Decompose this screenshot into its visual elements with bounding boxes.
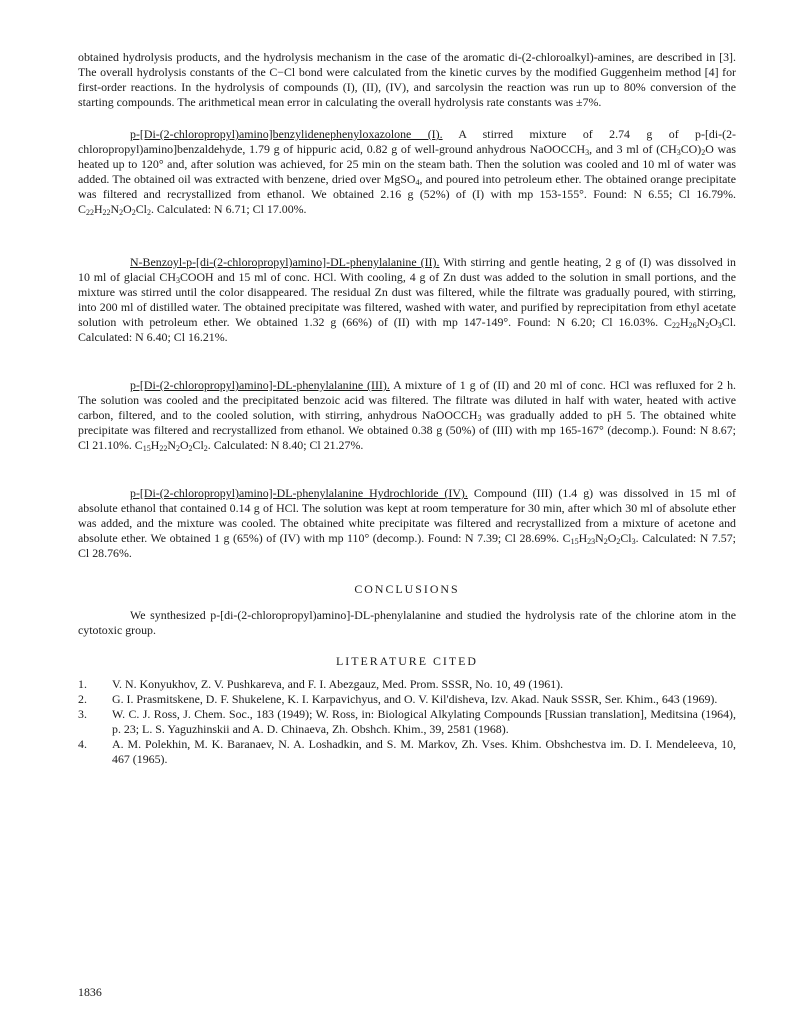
text-run: O [179, 437, 189, 452]
subscript: 2 [603, 536, 608, 546]
text-run: N [167, 437, 176, 452]
reference-text: V. N. Konyukhov, Z. V. Pushkareva, and F. I. Abezgauz, Med. Prom. SSSR, No. 10, 49 (1961). [112, 677, 564, 691]
text-run: Cl [192, 437, 204, 452]
text-run: H [150, 437, 160, 452]
text-run: H [578, 530, 588, 545]
compound-2-title: N-Benzoyl-p-[di-(2-chloropropyl)amino]-DL-phenylalanine (II). [130, 255, 440, 269]
compound-3-paragraph [78, 378, 736, 453]
subscript: 3 [477, 413, 482, 423]
compound-3-title: p-[Di-(2-chloropropyl)amino]-DL-phenylalanine (III). [130, 378, 390, 392]
subscript: 3 [175, 275, 180, 285]
subscript: 2 [146, 207, 151, 217]
text-run: N [595, 530, 604, 545]
subscript: 2 [119, 207, 124, 217]
text-run: , and poured into petroleum ether. The obtained orange precipitate was filtered and recrystallized from ethanol. We obtained 2.16 g (52%) of (I) with mp 153-155°. Found: N 6.55; Cl 16.79%. C [78, 171, 736, 216]
literature-heading: LITERATURE CITED [336, 654, 478, 668]
text-run: O was heated up to 120° and, after solution was achieved, for 25 min on the steam bath. Then the solution was cooled and 10 ml of water was added. The obtained oil was extracted with benzene, dried over MgSO [78, 141, 736, 186]
subscript: 2 [203, 443, 208, 453]
subscript: 22 [672, 320, 680, 330]
text-run: O [123, 201, 132, 216]
compound-1-paragraph [78, 127, 736, 216]
text-run: Cl. Calculated: N 6.40; Cl 16.21%. [78, 314, 736, 344]
text-run: With stirring and gentle heating, 2 g of (I) was dissolved in 10 ml of glacial CH [78, 255, 736, 284]
conclusions-heading: CONCLUSIONS [354, 582, 460, 596]
reference-text: W. C. J. Ross, J. Chem. Soc., 183 (1949); W. Ross, in: Biological Alkylating Compounds [Russian translation], Meditsina (1964), p. 23; L. S. Yaguzhinskii and A. D. Chinaeva, Zh. Obshch. Khim., 39, 2581 (1968). [112, 706, 736, 736]
reference-text: A. M. Polekhin, M. K. Baranaev, N. A. Loshadkin, and S. M. Markov, Zh. Vses. Khim. Obshchestva im. D. I. Mendeleeva, 10, 467 (1965). [112, 736, 736, 766]
reference-item [78, 737, 736, 767]
subscript: 2 [701, 147, 706, 157]
text-run: , and 3 ml of (CH [589, 141, 677, 156]
text-run: O [709, 314, 718, 329]
text-run: H [680, 314, 689, 329]
text-run: . Calculated: N 8.40; Cl 21.27%. [207, 437, 364, 452]
reference-number: 3. [78, 706, 87, 721]
text-run: Compound (III) (1.4 g) was dissolved in 15 ml of absolute ethanol that contained 0.14 g of HCl. The solution was kept at room temperature for 30 min, after which 30 ml of absolute ether was added, and the mixture was cooled. The obtained white precipitate was filtered and recrystallized from a mixture of acetone and absolute ether. We obtained 1 g (65%) of (IV) with mp 110° (decomp.). Found: N 7.39; Cl 28.69%. C [78, 486, 736, 545]
subscript: 23 [587, 536, 596, 546]
compound-4-paragraph [78, 486, 736, 561]
compound-4-title: p-[Di-(2-chloropropyl)amino]-DL-phenylalanine Hydrochloride (IV). [130, 486, 468, 500]
subscript: 15 [570, 536, 579, 546]
text-run: O [607, 530, 617, 545]
intro-paragraph: obtained hydrolysis products, and the hydrolysis mechanism in the case of the aromatic di-(2-chloroalkyl)-amines, are described in [3]. The overall hydrolysis constants of the C−Cl bond were calculated from the kinetic curves by the modified Guggenheim method [4] for first-order reactions. In the hydrolysis of compounds (I), (II), (IV), and sarcolysin the reaction was run up to 80% conversion of the starting compounds. The arithmetical mean error in calculating the overall hydrolysis rate constants was ±7%. [78, 50, 736, 109]
reference-number: 4. [78, 736, 87, 751]
text-run: N [110, 201, 120, 216]
subscript: 3 [585, 147, 590, 157]
reference-text: G. I. Prasmitskene, D. F. Shukelene, K. I. Karpavichyus, and O. V. Kil'disheva, Izv. Akad. Nauk SSSR, Ser. Khim., 643 (1969). [112, 691, 718, 706]
text-run: Cl [135, 201, 147, 216]
compound-1-title: p-[Di-(2-chloropropyl)amino]benzylidenephenyloxazolone (I). [130, 127, 443, 141]
page-number: 1836 [78, 985, 102, 999]
text-run: H [93, 201, 103, 216]
compound-2-paragraph [78, 255, 736, 344]
subscript: 2 [175, 443, 180, 453]
subscript: 22 [102, 207, 111, 217]
text-run: . Calculated: N 7.57; Cl 28.76%. [78, 530, 736, 560]
subscript: 26 [688, 320, 697, 330]
subscript: 3 [676, 147, 681, 157]
subscript: 2 [131, 207, 136, 217]
text-run: . Calculated: N 6.71; Cl 17.00%. [150, 201, 307, 216]
text-run: was gradually added to pH 5. The obtained white precipitate was filtered and recrystallized from ethanol. We obtained 0.38 g (50%) of (III) with mp 165-167° (decomp.). Found: N 8.67; Cl 21.10%. C [78, 407, 736, 452]
reference-item [78, 677, 736, 692]
text-run: COOH and 15 ml of conc. HCl. With cooling, 4 g of Zn dust was added to the solution in small portions, and the mixture was stirred until the color disappeared. The residual Zn dust was filtered, while the filtrate was gradually poured, with stirring, into 200 ml of distilled water. The obtained precipitate was filtered, washed with water, and purified by reprecipitation from ethyl acetate solution with petroleum ether. We obtained 1.32 g (66%) of (II) with mp 147-149°. Found: N 6.20; Cl 16.03%. C [78, 269, 736, 329]
subscript: 4 [415, 177, 420, 187]
text-run: N [696, 314, 706, 329]
subscript: 2 [705, 320, 710, 330]
text-run: A stirred mixture of 2.74 g of p-[di-(2-chloropropyl)amino]benzaldehyde, 1.79 g of hippuric acid, 0.82 g of well-ground anhydrous NaOOCCH [78, 127, 736, 156]
reference-list [78, 677, 736, 766]
subscript: 2 [616, 536, 621, 546]
conclusions-text: We synthesized p-[di-(2-chloropropyl)amino]-DL-phenylalanine and studied the hydrolysis rate of the chlorine atom in the cytotoxic group. [78, 608, 736, 637]
text-run: CO) [680, 141, 702, 156]
text-run: Cl [620, 530, 632, 545]
reference-number: 2. [78, 691, 87, 706]
subscript: 3 [717, 320, 722, 330]
subscript: 22 [159, 443, 168, 453]
reference-number: 1. [78, 677, 87, 691]
subscript: 3 [631, 536, 636, 546]
subscript: 2 [188, 443, 193, 453]
text-run: A mixture of 1 g of (II) and 20 ml of conc. HCl was refluxed for 2 h. The solution was cooled and the precipitated benzoic acid was filtered. The filtrate was diluted in half with water, heated with active carbon, filtered, and to the cooled solution, with stirring, anhydrous NaOOCCH [78, 378, 736, 422]
reference-item [78, 692, 736, 707]
subscript: 15 [142, 443, 151, 453]
reference-item [78, 707, 736, 737]
subscript: 22 [85, 207, 94, 217]
